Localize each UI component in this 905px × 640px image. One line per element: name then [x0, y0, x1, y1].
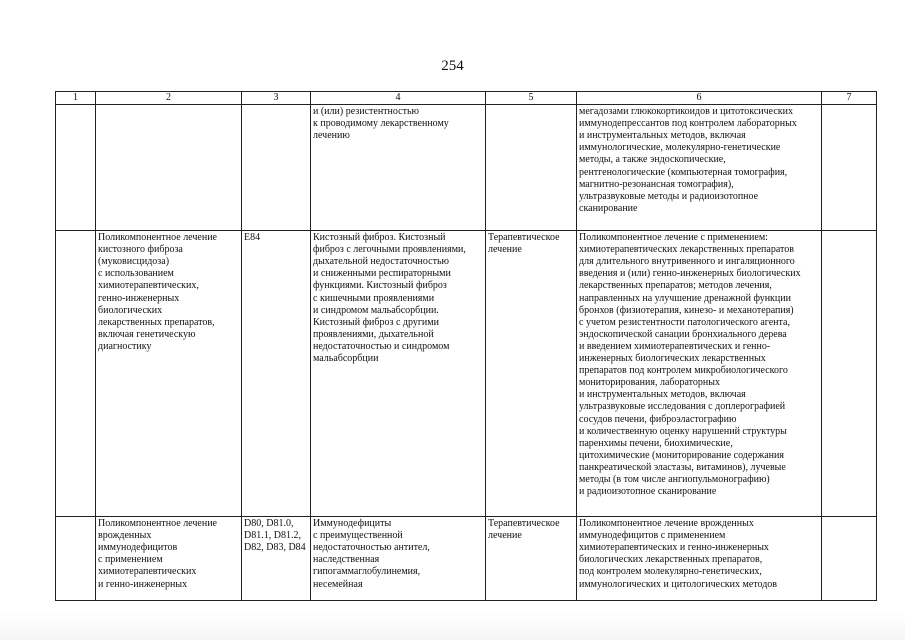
table-row	[56, 105, 877, 231]
cell-text-line: проявлениями, дыхательной	[313, 328, 434, 340]
cell-text-line: Терапевтическое	[488, 518, 560, 530]
cell-text-line: биологических	[98, 304, 163, 316]
cell-text-line: (муковисцидоза)	[98, 256, 170, 268]
column-header: 4	[311, 92, 486, 105]
cell-text-line: с применением	[98, 554, 163, 566]
cell-text-line: химиотерапевтических	[98, 566, 197, 578]
cell-text-line: включая генетическую	[98, 328, 196, 340]
cell-text-line: Поликомпонентное лечение врожденных	[579, 518, 754, 530]
cell-text-line: и введением химиотерапевтических и генно-	[579, 340, 771, 352]
cell-text-line: бронхов (физиотерапия, кинезо- и механотерапия)	[579, 304, 794, 316]
row-index-cell	[56, 231, 96, 517]
cell-text-line: сосудов печени, фиброэластографию	[579, 413, 737, 425]
page-number: 254	[441, 58, 464, 74]
cell-text-line: лечению	[313, 130, 350, 142]
cell-text-line: эндоскопической санации бронхиального дерева	[579, 328, 787, 340]
cell-text-line: сканирование	[579, 202, 638, 214]
row-index-cell	[56, 517, 96, 601]
cell-text-line: и синдромом мальабсорбции.	[313, 304, 439, 316]
cell-text-line: для длительного внутривенного и ингаляционного	[579, 256, 795, 268]
cell-text-line: с учетом резистентности патологического агента,	[579, 316, 790, 328]
row-index-cell	[56, 105, 96, 231]
cell-text-line: наследственная	[313, 554, 380, 566]
cell-text-line: с использованием	[98, 268, 174, 280]
cell-text-line: химиотерапевтических,	[98, 280, 199, 292]
cell-text-line: D81.1, D81.2,	[244, 530, 301, 542]
cell-text-line: и (или) резистентностью	[313, 106, 419, 118]
cell-text-line: методы, а также эндоскопические,	[579, 154, 726, 166]
cell-text-line: мониторирования, лабораторных	[579, 377, 720, 389]
cell-text-line: ультразвуковые исследования с доплерографией	[579, 401, 786, 413]
extra-cell	[822, 105, 877, 231]
cell-text-line: и сниженными респираторными	[313, 268, 451, 280]
cell-text-line: лечение	[488, 530, 522, 542]
cell-text-line: лечение	[488, 244, 522, 256]
cell-text-line: дыхательной недостаточностью	[313, 256, 449, 268]
cell-text-line: иммунодепрессантов под контролем лабораторных	[579, 118, 797, 130]
diagnosis-cell	[311, 105, 486, 231]
cell-text-line: направленных на улучшение дренажной функции	[579, 292, 791, 304]
cell-text-line: введения и (или) генно-инженерных биологических	[579, 268, 801, 280]
cell-text-line: диагностику	[98, 340, 152, 352]
cell-text-line: магнитно-резонансная томография),	[579, 178, 734, 190]
cell-text-line: несемейная	[313, 578, 363, 590]
cell-text-line: гипогаммаглобулинемия,	[313, 566, 421, 578]
cell-text-line: паренхимы печени, биохимические,	[579, 437, 733, 449]
cell-text-line: мальабсорбции	[313, 353, 379, 365]
treatment-method-cell	[577, 517, 822, 601]
cell-text-line: D80, D81.0,	[244, 518, 294, 530]
cell-text-line: Поликомпонентное лечение	[98, 232, 217, 244]
cell-text-line: функциями. Кистозный фиброз	[313, 280, 447, 292]
cell-text-line: и инструментальных методов, включая	[579, 130, 746, 142]
cell-text-line: E84	[244, 232, 261, 244]
treatment-table	[55, 91, 877, 601]
column-header: 7	[822, 92, 877, 105]
cell-text-line: Кистозный фиброз. Кистозный	[313, 232, 446, 244]
diagnosis-cell	[311, 231, 486, 517]
cell-text-line: методы (в том числе ангиопульмонографию)	[579, 473, 770, 485]
cell-text-line: генно-инженерных	[98, 292, 180, 304]
icd-code-cell	[242, 105, 311, 231]
table-row	[56, 517, 877, 601]
cell-text-line: препаратов под контролем микробиологического	[579, 365, 788, 377]
cell-text-line: и инструментальных методов, включая	[579, 389, 746, 401]
treatment-type-cell	[486, 231, 577, 517]
treatment-type-cell	[486, 105, 577, 231]
cell-text-line: недостаточностью антител,	[313, 542, 430, 554]
cell-text-line: Поликомпонентное лечение с применением:	[579, 232, 768, 244]
cell-text-line: с кишечными проявлениями	[313, 292, 435, 304]
cell-text-line: и генно-инженерных	[98, 578, 188, 590]
cell-text-line: иммунологические, молекулярно-генетические	[579, 142, 781, 154]
icd-code-cell	[242, 517, 311, 601]
column-header: 5	[486, 92, 577, 105]
cell-text-line: Терапевтическое	[488, 232, 560, 244]
cell-text-line: иммунодефицитов с применением	[579, 530, 726, 542]
treatment-method-cell	[577, 231, 822, 517]
treatment-type-cell	[486, 517, 577, 601]
cell-text-line: D82, D83, D84	[244, 542, 306, 554]
cell-text-line: химиотерапевтических и генно-инженерных	[579, 542, 769, 554]
cell-text-line: недостаточностью и синдромом	[313, 340, 450, 352]
treatment-method-cell	[577, 105, 822, 231]
column-header: 2	[96, 92, 242, 105]
procedure-name-cell	[96, 105, 242, 231]
column-header: 1	[56, 92, 96, 105]
cell-text-line: с преимущественной	[313, 530, 403, 542]
table-row	[56, 231, 877, 517]
cell-text-line: лекарственных препаратов; методов лечения,	[579, 280, 772, 292]
cell-text-line: и радиоизотопное сканирование	[579, 486, 717, 498]
cell-text-line: мегадозами глюкокортикоидов и цитотоксических	[579, 106, 793, 118]
cell-text-line: ультразвуковые методы и радиоизотопное	[579, 190, 759, 202]
cell-text-line: Кистозный фиброз с другими	[313, 316, 439, 328]
cell-text-line: кистозного фиброза	[98, 244, 183, 256]
icd-code-cell	[242, 231, 311, 517]
cell-text-line: иммунодефицитов	[98, 542, 178, 554]
column-header: 3	[242, 92, 311, 105]
extra-cell	[822, 231, 877, 517]
extra-cell	[822, 517, 877, 601]
cell-text-line: иммунологических и цитологических методов	[579, 578, 778, 590]
cell-text-line: Поликомпонентное лечение	[98, 518, 217, 530]
cell-text-line: под контролем молекулярно-генетических,	[579, 566, 762, 578]
cell-text-line: цитохимические (мониторирование содержания	[579, 449, 784, 461]
cell-text-line: панкреатической эластазы, витаминов), лучевые	[579, 461, 786, 473]
table-header-row	[56, 92, 877, 105]
cell-text-line: Иммунодефициты	[313, 518, 392, 530]
cell-text-line: биологических лекарственных препаратов,	[579, 554, 763, 566]
page-edge	[0, 610, 905, 640]
cell-text-line: фиброз с легочными проявлениями,	[313, 244, 466, 256]
procedure-name-cell	[96, 517, 242, 601]
column-header: 6	[577, 92, 822, 105]
procedure-name-cell	[96, 231, 242, 517]
cell-text-line: врожденных	[98, 530, 152, 542]
cell-text-line: химиотерапевтических лекарственных препаратов	[579, 244, 794, 256]
cell-text-line: к проводимому лекарственному	[313, 118, 449, 130]
cell-text-line: лекарственных препаратов,	[98, 316, 215, 328]
cell-text-line: рентгенологические (компьютерная томография,	[579, 166, 788, 178]
cell-text-line: и количественную оценку нарушений структуры	[579, 425, 787, 437]
diagnosis-cell	[311, 517, 486, 601]
cell-text-line: инженерных биологических лекарственных	[579, 353, 766, 365]
